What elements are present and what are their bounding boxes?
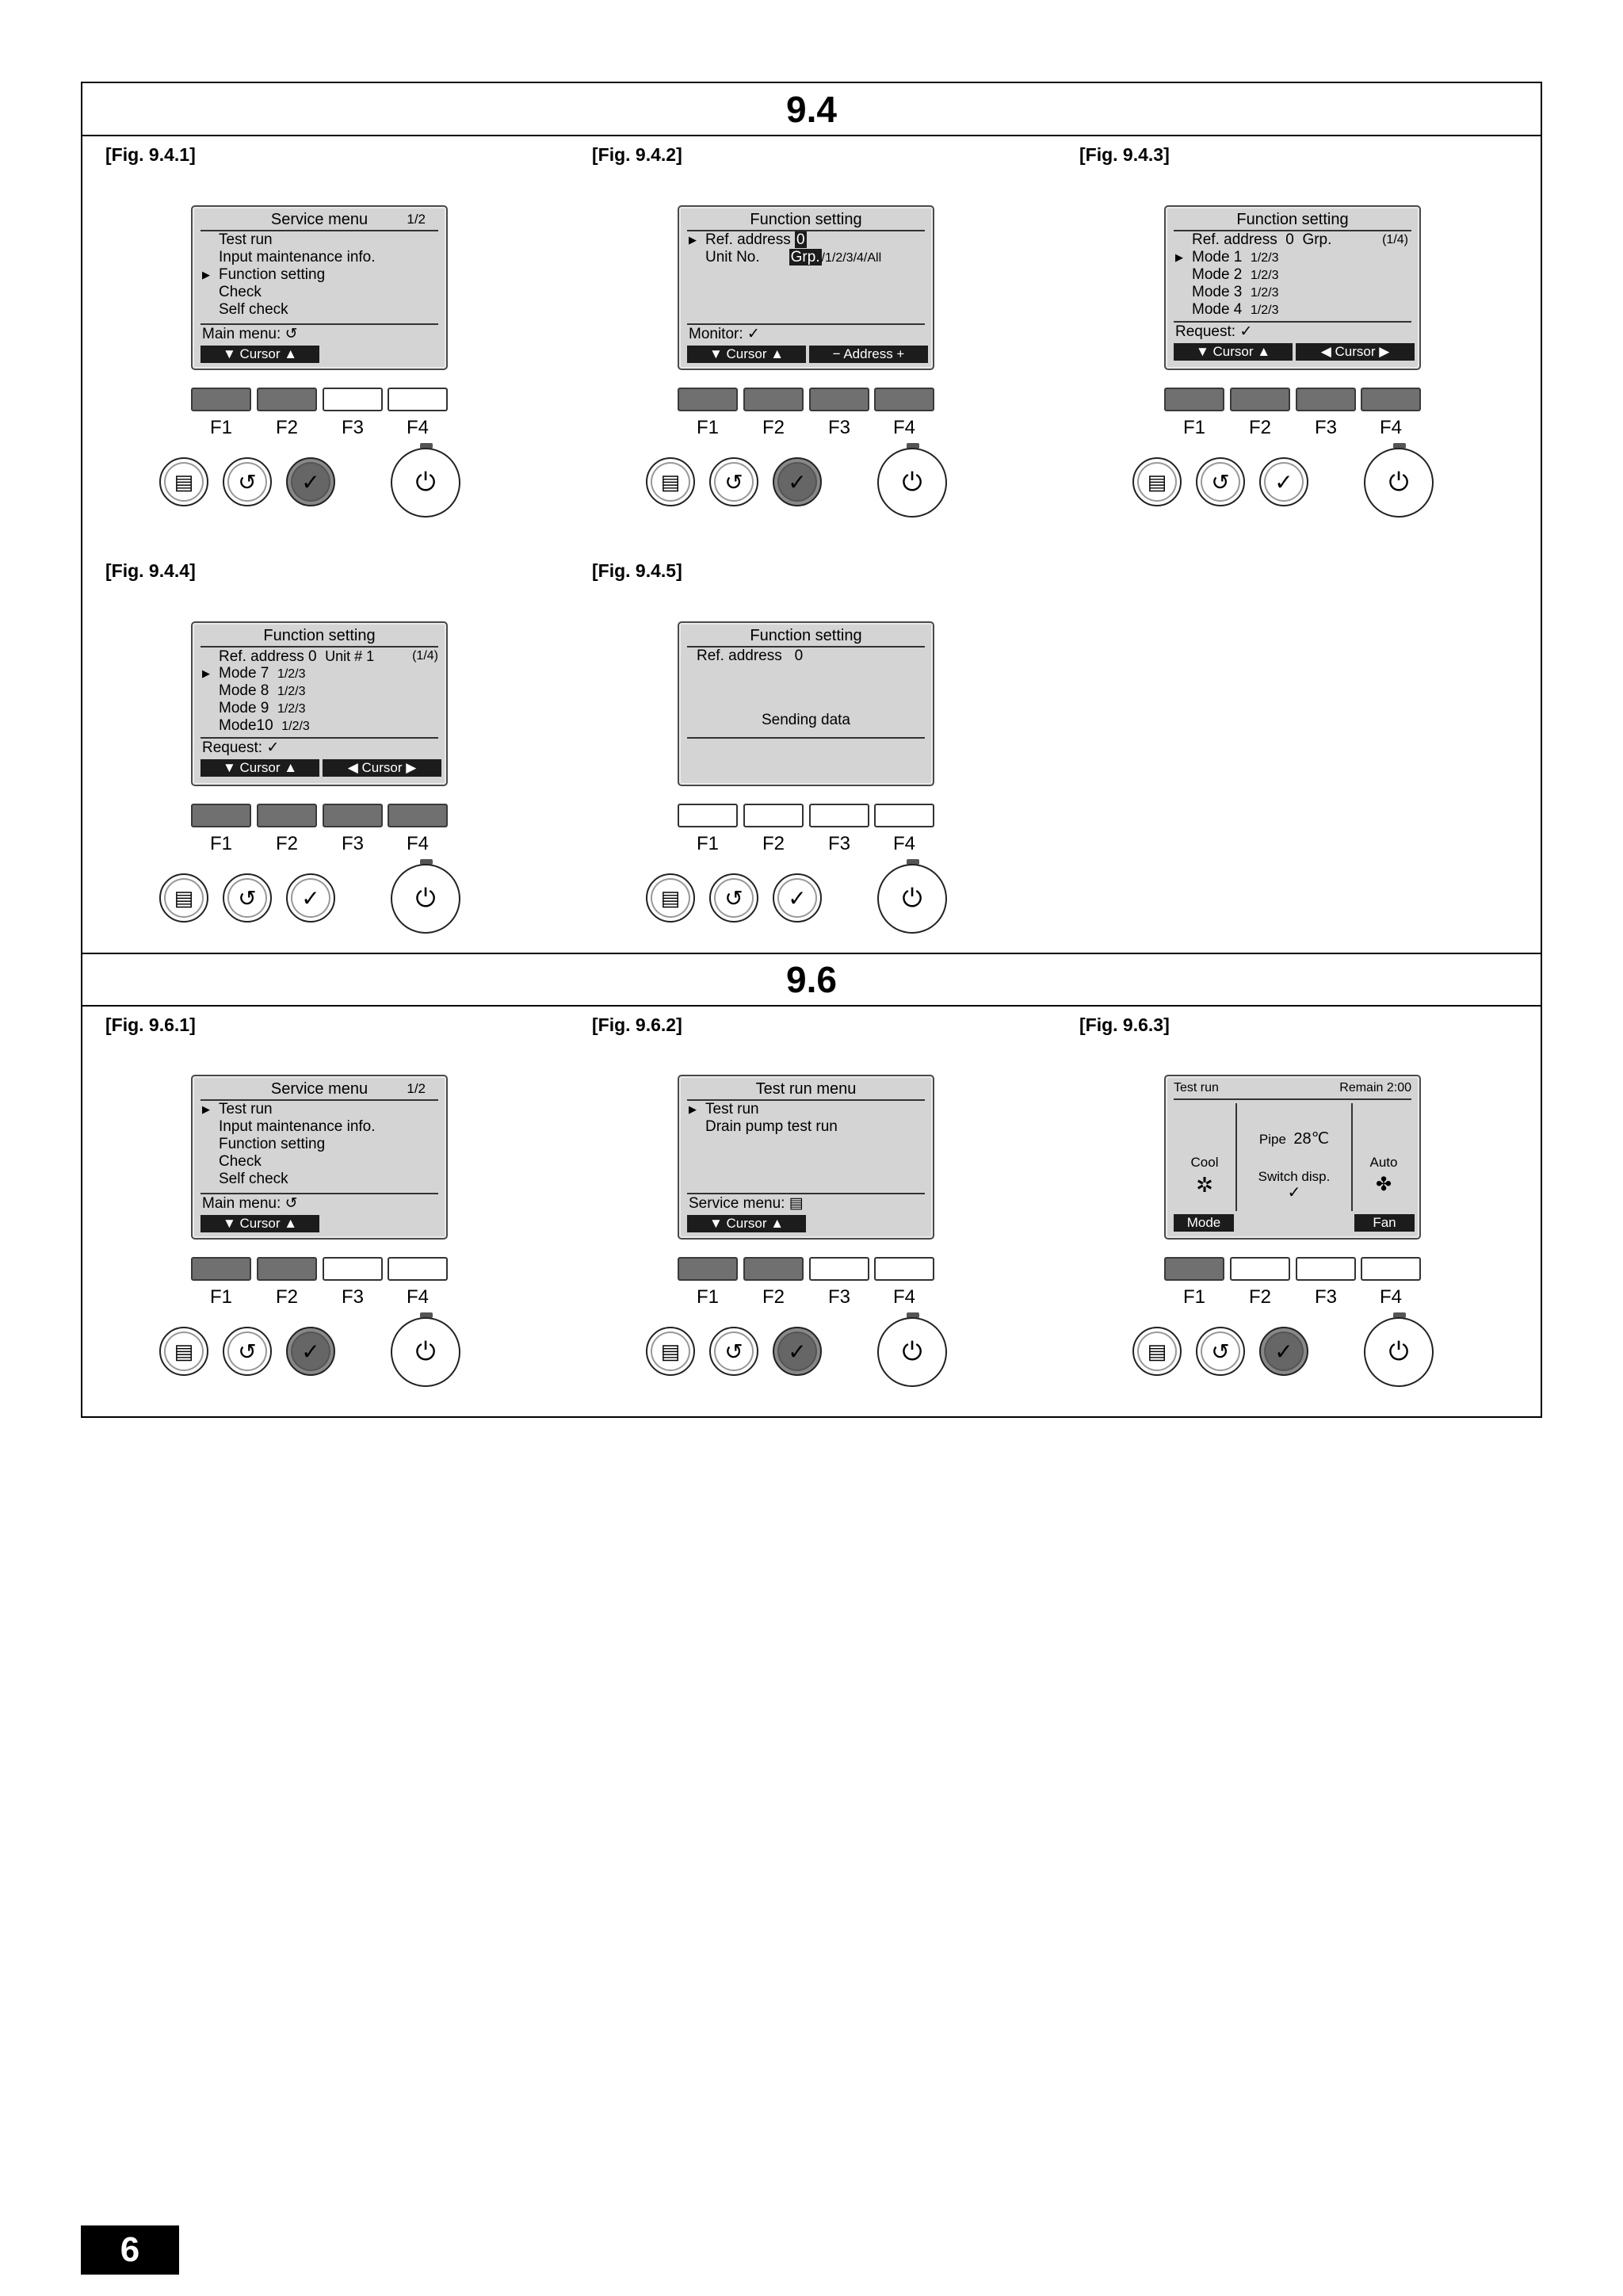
fan-bar: Fan <box>1354 1214 1415 1232</box>
f2-label: F2 <box>762 1286 785 1308</box>
bottom-label: Service menu: ▤ <box>689 1195 804 1212</box>
remote-controller-9-4-4 <box>82 621 525 970</box>
f4-button[interactable] <box>1361 1257 1421 1281</box>
mode-row[interactable]: ▶ Mode 7 1/2/3 <box>202 665 306 682</box>
select-button[interactable] <box>1259 1327 1308 1376</box>
menu-icon: ▤ <box>660 885 681 910</box>
f2-label: F2 <box>275 417 298 438</box>
page-indicator: 1/2 <box>407 212 426 227</box>
section-divider <box>81 135 1542 136</box>
f1-button[interactable] <box>678 804 738 827</box>
check-icon: ✓ <box>266 739 280 756</box>
screen-title: Test run menu <box>687 1079 925 1101</box>
return-icon: ↺ <box>724 885 743 911</box>
menu-item-test-run[interactable]: ▶ Test run <box>689 1101 759 1117</box>
check-icon: ✓ <box>788 1339 807 1364</box>
check-icon: ✓ <box>1274 469 1293 495</box>
power-button[interactable] <box>1364 1317 1434 1387</box>
menu-item-function-setting[interactable]: Function setting <box>219 1136 326 1152</box>
lcd-screen <box>191 621 448 786</box>
mode-row[interactable]: Mode10 1/2/3 <box>219 717 310 734</box>
f1-button[interactable] <box>678 1257 738 1281</box>
f2-button[interactable] <box>743 388 804 411</box>
power-button[interactable] <box>877 448 947 518</box>
f3-label: F3 <box>341 833 364 854</box>
address-bar: − Address + <box>809 346 928 363</box>
lcd-screen <box>678 621 934 786</box>
cursor-arrow-icon: ▶ <box>202 667 210 679</box>
f3-button[interactable] <box>1296 388 1356 411</box>
cursor-bar: ▼ Cursor ▲ <box>687 346 806 363</box>
section-title-9-4: 9.4 <box>786 89 837 130</box>
mode-row[interactable]: Mode 2 1/2/3 <box>1192 266 1279 283</box>
return-button[interactable] <box>223 1327 272 1376</box>
remain-value: 2:00 <box>1386 1081 1411 1095</box>
page-indicator: 1/2 <box>407 1081 426 1096</box>
remote-controller-9-4-1 <box>82 205 525 554</box>
f3-button[interactable] <box>809 804 869 827</box>
f4-label: F4 <box>1379 417 1402 438</box>
switch-display-label: Switch disp. <box>1258 1169 1331 1184</box>
f2-label: F2 <box>275 833 298 854</box>
power-button[interactable] <box>391 1317 460 1387</box>
cursor-arrow-icon: ▶ <box>202 269 210 281</box>
f4-label: F4 <box>892 1286 915 1308</box>
return-button[interactable] <box>223 873 272 923</box>
bottom-label: Main menu: ↺ <box>202 326 298 342</box>
menu-button[interactable] <box>159 873 208 923</box>
f4-label: F4 <box>892 417 915 438</box>
fig-label: [Fig. 9.4.2] <box>592 144 682 165</box>
status-header <box>1174 1079 1411 1100</box>
power-icon: ⏻ <box>1388 1337 1409 1366</box>
return-button[interactable] <box>709 457 758 506</box>
menu-icon: ▤ <box>174 469 194 494</box>
f1-button[interactable] <box>1164 1257 1224 1281</box>
menu-item-test-run[interactable]: ▶ Test run <box>202 1101 273 1117</box>
f3-label: F3 <box>1314 417 1337 438</box>
cursor-bar: ▼ Cursor ▲ <box>1174 343 1293 361</box>
return-icon: ↺ <box>238 1339 257 1364</box>
cursor-bar: ▼ Cursor ▲ <box>200 346 319 363</box>
mode-bar: Mode <box>1174 1214 1234 1232</box>
fig-label: [Fig. 9.4.3] <box>1079 144 1170 165</box>
f2-button[interactable] <box>1230 1257 1290 1281</box>
return-icon: ↺ <box>724 1339 743 1364</box>
menu-item-self-check[interactable]: Self check <box>219 301 288 318</box>
section-title-9-6: 9.6 <box>786 959 837 1000</box>
menu-icon: ▤ <box>660 469 681 494</box>
f1-label: F1 <box>209 833 232 854</box>
lcd-screen <box>678 1075 934 1240</box>
f1-label: F1 <box>209 1286 232 1308</box>
lcd-screen <box>1164 1075 1421 1240</box>
menu-icon: ▤ <box>174 885 194 910</box>
menu-item-self-check[interactable]: Self check <box>219 1171 288 1187</box>
menu-button[interactable] <box>159 1327 208 1376</box>
select-button[interactable] <box>773 1327 822 1376</box>
power-button[interactable] <box>877 1317 947 1387</box>
f2-button[interactable] <box>1230 388 1290 411</box>
f1-button[interactable] <box>191 388 251 411</box>
menu-icon: ▤ <box>660 1339 681 1363</box>
return-button[interactable] <box>709 873 758 923</box>
menu-item-check[interactable]: Check <box>219 1153 262 1170</box>
snowflake-icon: ✲ <box>1196 1173 1213 1197</box>
f2-button[interactable] <box>257 804 317 827</box>
f4-label: F4 <box>1379 1286 1402 1308</box>
cursor-bar: ▼ Cursor ▲ <box>200 759 319 777</box>
section-divider <box>81 1005 1542 1007</box>
menu-button[interactable] <box>1132 1327 1182 1376</box>
bottom-label: Request: ✓ <box>202 739 280 756</box>
fig-label: [Fig. 9.4.5] <box>592 560 682 581</box>
f3-label: F3 <box>1314 1286 1337 1308</box>
f2-label: F2 <box>1248 417 1271 438</box>
f4-label: F4 <box>406 417 429 438</box>
test-run-title: Test run <box>1174 1081 1219 1095</box>
menu-item-drain-pump-test[interactable]: Drain pump test run <box>705 1118 838 1135</box>
f2-label: F2 <box>275 1286 298 1308</box>
f1-button[interactable] <box>191 804 251 827</box>
menu-button[interactable] <box>1132 457 1182 506</box>
screen-title: Function setting <box>687 626 925 648</box>
select-button[interactable] <box>773 873 822 923</box>
lcd-screen <box>678 205 934 370</box>
mode-row[interactable]: Mode 4 1/2/3 <box>1192 301 1279 318</box>
return-icon: ↺ <box>285 326 298 342</box>
f2-button[interactable] <box>743 804 804 827</box>
f4-button[interactable] <box>388 1257 448 1281</box>
return-icon: ↺ <box>238 469 257 495</box>
remote-controller-9-6-3 <box>1055 1075 1499 1423</box>
f1-button[interactable] <box>1164 388 1224 411</box>
return-button[interactable] <box>709 1327 758 1376</box>
f1-label: F1 <box>696 1286 719 1308</box>
f1-label: F1 <box>696 417 719 438</box>
power-button[interactable] <box>391 864 460 934</box>
check-icon: ✓ <box>747 326 760 342</box>
check-icon: ✓ <box>788 885 807 911</box>
cursor-bar: ◀ Cursor ▶ <box>1296 343 1415 361</box>
return-button[interactable] <box>1196 457 1245 506</box>
select-button[interactable] <box>286 1327 335 1376</box>
return-icon: ↺ <box>1211 469 1230 495</box>
f3-button[interactable] <box>323 388 383 411</box>
cursor-arrow-icon: ▶ <box>689 234 697 246</box>
check-icon: ✓ <box>301 1339 320 1364</box>
f4-label: F4 <box>406 833 429 854</box>
screen-title: Function setting <box>200 626 438 648</box>
menu-button[interactable] <box>159 457 208 506</box>
f2-label: F2 <box>762 417 785 438</box>
check-icon: ✓ <box>1274 1339 1293 1364</box>
cursor-bar: ▼ Cursor ▲ <box>687 1215 806 1232</box>
page-indicator: (1/4) <box>412 649 438 663</box>
power-icon: ⏻ <box>415 1337 436 1366</box>
return-icon: ↺ <box>724 469 743 495</box>
pipe-temp: Pipe 28℃ <box>1258 1130 1330 1148</box>
f2-button[interactable] <box>257 1257 317 1281</box>
f4-button[interactable] <box>388 804 448 827</box>
lcd-screen <box>1164 205 1421 370</box>
return-icon: ↺ <box>285 1195 298 1212</box>
f3-label: F3 <box>827 417 850 438</box>
screen-divider <box>687 737 925 739</box>
select-button[interactable] <box>1259 457 1308 506</box>
f3-button[interactable] <box>323 1257 383 1281</box>
menu-button[interactable] <box>646 457 695 506</box>
menu-icon: ▤ <box>1147 1339 1167 1363</box>
power-icon: ⏻ <box>902 468 922 496</box>
menu-button[interactable] <box>646 873 695 923</box>
mode-row[interactable]: Mode 3 1/2/3 <box>1192 284 1279 300</box>
mode-row[interactable]: Mode 9 1/2/3 <box>219 700 306 716</box>
f3-label: F3 <box>341 417 364 438</box>
unit-selected: Grp. <box>790 249 820 266</box>
fan-icon: ✤ <box>1375 1174 1392 1195</box>
f1-button[interactable] <box>191 1257 251 1281</box>
auto-label: Auto <box>1369 1155 1398 1170</box>
f1-label: F1 <box>209 417 232 438</box>
check-icon: ✓ <box>1287 1184 1301 1201</box>
f4-button[interactable] <box>388 388 448 411</box>
f4-label: F4 <box>892 833 915 854</box>
power-button[interactable] <box>1364 448 1434 518</box>
menu-item-input-maintenance[interactable]: Input maintenance info. <box>219 1118 376 1135</box>
f3-label: F3 <box>341 1286 364 1308</box>
power-icon: ⏻ <box>902 884 922 912</box>
f2-label: F2 <box>762 833 785 854</box>
f3-button[interactable] <box>323 804 383 827</box>
screen-title: Service menu 1/2 <box>200 210 438 231</box>
remain-label: Remain <box>1339 1081 1384 1095</box>
fig-label: [Fig. 9.4.4] <box>105 560 196 581</box>
menu-item-check[interactable]: Check <box>219 284 262 300</box>
f4-label: F4 <box>406 1286 429 1308</box>
ref-address-row[interactable]: ▶ Ref. address 0 <box>689 231 805 248</box>
f2-button[interactable] <box>743 1257 804 1281</box>
select-button[interactable] <box>773 457 822 506</box>
f2-button[interactable] <box>257 388 317 411</box>
return-icon: ↺ <box>1211 1339 1230 1364</box>
f4-button[interactable] <box>874 1257 934 1281</box>
lcd-screen <box>191 205 448 370</box>
power-icon: ⏻ <box>1388 468 1409 496</box>
check-icon: ✓ <box>788 469 807 495</box>
screen-title: Function setting <box>687 210 925 231</box>
sending-message: Sending data <box>762 712 850 728</box>
return-button[interactable] <box>1196 1327 1245 1376</box>
select-button[interactable] <box>286 873 335 923</box>
ref-address-row: Ref. address 0 Grp. (1/4) <box>1192 231 1408 248</box>
check-icon: ✓ <box>1239 323 1253 340</box>
bottom-label: Monitor: ✓ <box>689 326 760 342</box>
f4-button[interactable] <box>1361 388 1421 411</box>
bottom-label: Request: ✓ <box>1175 323 1253 340</box>
f1-label: F1 <box>1182 1286 1205 1308</box>
cool-label: Cool <box>1190 1155 1219 1170</box>
f3-button[interactable] <box>1296 1257 1356 1281</box>
f1-label: F1 <box>696 833 719 854</box>
remote-controller-9-4-3 <box>1055 205 1499 554</box>
remote-controller-9-4-5 <box>568 621 1012 970</box>
f1-button[interactable] <box>678 388 738 411</box>
cursor-bar: ◀ Cursor ▶ <box>323 759 441 777</box>
page-indicator: (1/4) <box>1382 233 1408 246</box>
menu-item-input-maintenance[interactable]: Input maintenance info. <box>219 249 376 266</box>
unit-no-row[interactable]: Unit No. Grp. /1/2/3/4/All <box>705 249 882 266</box>
mode-row[interactable]: ▶ Mode 1 1/2/3 <box>1175 249 1279 266</box>
select-button[interactable] <box>286 457 335 506</box>
remote-controller-9-4-2 <box>568 205 1012 554</box>
f3-label: F3 <box>827 1286 850 1308</box>
fig-label: [Fig. 9.6.2] <box>592 1014 682 1035</box>
return-button[interactable] <box>223 457 272 506</box>
f3-button[interactable] <box>809 388 869 411</box>
menu-icon: ▤ <box>174 1339 194 1363</box>
menu-item-test-run[interactable]: Test run <box>219 231 273 248</box>
screen-title: Service menu 1/2 <box>200 1079 438 1101</box>
fig-label: [Fig. 9.4.1] <box>105 144 196 165</box>
power-icon: ⏻ <box>415 884 436 912</box>
unit-options: /1/2/3/4/All <box>821 251 882 265</box>
cursor-arrow-icon: ▶ <box>689 1103 697 1115</box>
fig-label: [Fig. 9.6.1] <box>105 1014 196 1035</box>
ref-address-row: Ref. address 0 Unit # 1 (1/4) <box>219 648 438 665</box>
f1-label: F1 <box>1182 417 1205 438</box>
check-icon: ✓ <box>301 469 320 495</box>
f4-button[interactable] <box>874 388 934 411</box>
f3-button[interactable] <box>809 1257 869 1281</box>
power-button[interactable] <box>391 448 460 518</box>
f4-button[interactable] <box>874 804 934 827</box>
screen-title: Function setting <box>1174 210 1411 231</box>
remote-controller-9-6-2 <box>568 1075 1012 1423</box>
bottom-label: Main menu: ↺ <box>202 1195 298 1212</box>
check-icon: ✓ <box>301 885 320 911</box>
menu-button[interactable] <box>646 1327 695 1376</box>
page-number: 6 <box>81 2225 179 2275</box>
ref-address-value: 0 <box>796 231 805 248</box>
fig-label: [Fig. 9.6.3] <box>1079 1014 1170 1035</box>
f3-label: F3 <box>827 833 850 854</box>
power-icon: ⏻ <box>902 1337 922 1366</box>
menu-icon: ▤ <box>789 1195 804 1212</box>
menu-icon: ▤ <box>1147 469 1167 494</box>
f2-label: F2 <box>1248 1286 1271 1308</box>
return-icon: ↺ <box>238 885 257 911</box>
mode-row[interactable]: Mode 8 1/2/3 <box>219 682 306 699</box>
remote-controller-9-6-1 <box>82 1075 525 1423</box>
power-button[interactable] <box>877 864 947 934</box>
cursor-arrow-icon: ▶ <box>1175 251 1183 263</box>
power-icon: ⏻ <box>415 468 436 496</box>
ref-address-row: Ref. address 0 <box>697 648 804 664</box>
cursor-arrow-icon: ▶ <box>202 1103 210 1115</box>
menu-item-function-setting[interactable]: ▶ Function setting <box>202 266 326 283</box>
cursor-bar: ▼ Cursor ▲ <box>200 1215 319 1232</box>
lcd-screen <box>191 1075 448 1240</box>
